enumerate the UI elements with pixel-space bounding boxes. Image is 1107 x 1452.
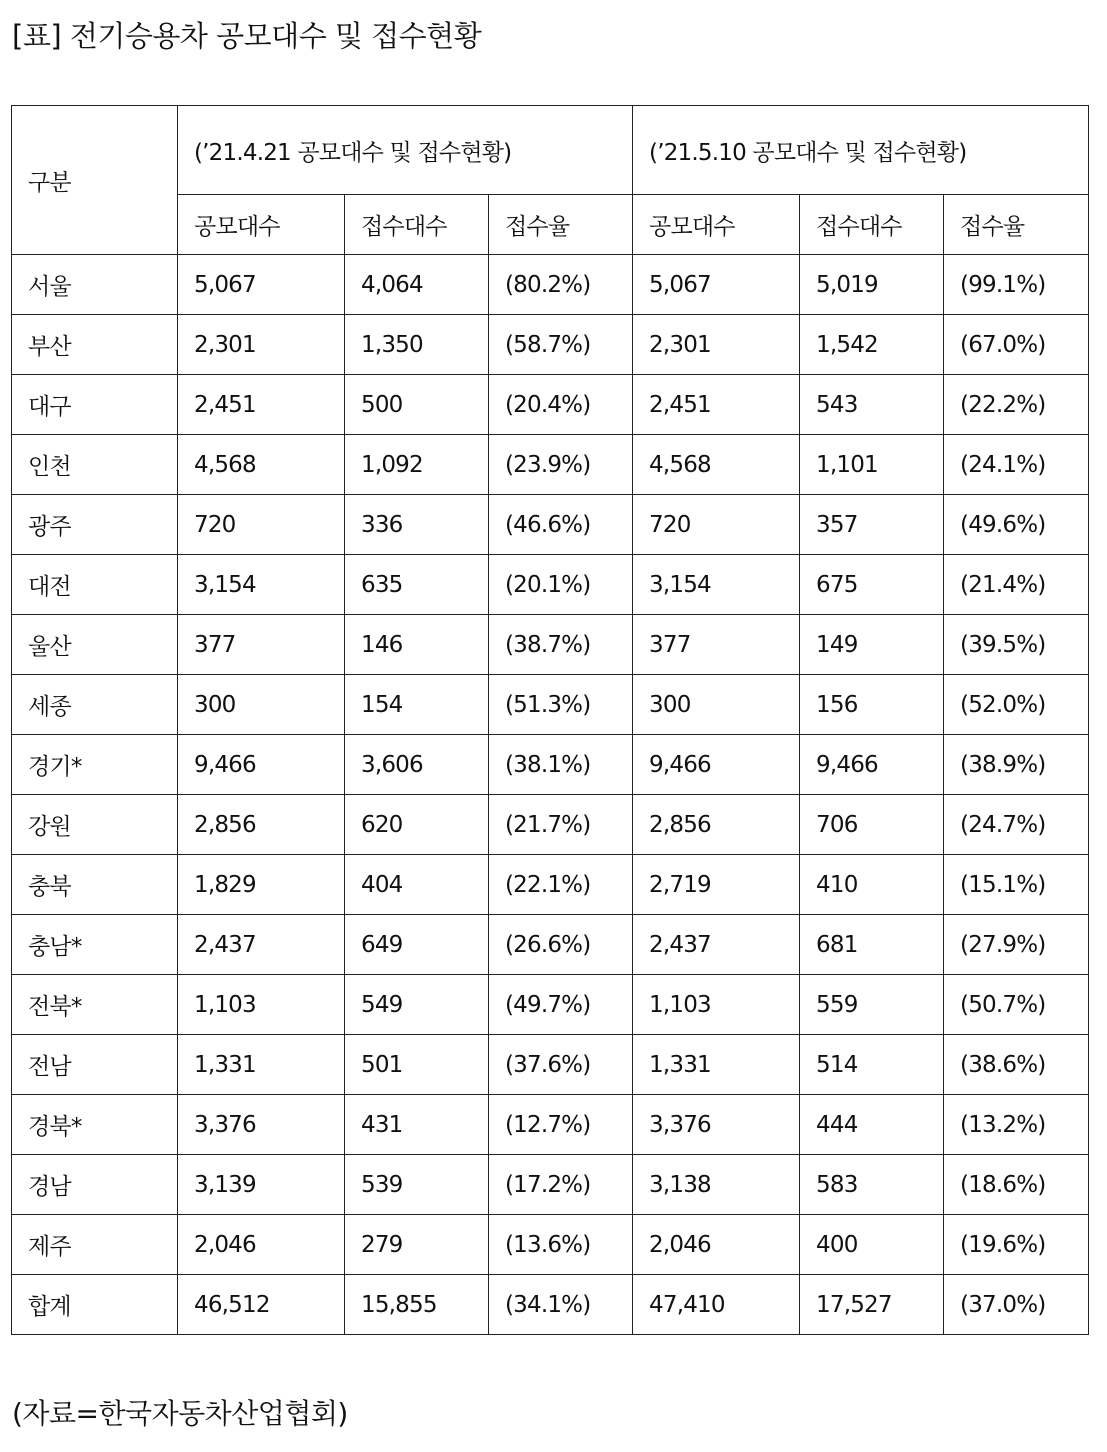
cell-rate-1: (58.7%) [489,315,633,375]
cell-rate-1: (38.7%) [489,615,633,675]
cell-announced-1: 720 [178,495,345,555]
table-title: [표] 전기승용차 공모대수 및 접수현황 [12,19,482,53]
cell-announced-2: 5,067 [633,255,800,315]
table-row [12,495,1089,555]
table-row [12,975,1089,1035]
cell-announced-1: 2,437 [178,915,345,975]
cell-received-1: 1,350 [345,315,489,375]
table-row [12,1095,1089,1155]
cell-rate-1: (46.6%) [489,495,633,555]
cell-announced-2: 2,437 [633,915,800,975]
cell-rate-1: (23.9%) [489,435,633,495]
cell-rate-2: (13.2%) [944,1095,1089,1155]
cell-rate-2: (37.0%) [944,1275,1089,1335]
cell-received-1: 635 [345,555,489,615]
cell-received-2: 675 [800,555,944,615]
cell-received-2: 9,466 [800,735,944,795]
cell-received-1: 154 [345,675,489,735]
source-note: (자료=한국자동차산업협회) [12,1397,348,1430]
cell-region: 전남 [12,1035,178,1095]
cell-region: 합계 [12,1275,178,1335]
cell-region: 경기* [12,735,178,795]
cell-announced-2: 9,466 [633,735,800,795]
cell-received-2: 410 [800,855,944,915]
header-rate-2: 접수율 [944,195,1089,255]
cell-announced-1: 2,451 [178,375,345,435]
cell-announced-1: 5,067 [178,255,345,315]
cell-received-1: 279 [345,1215,489,1275]
cell-rate-1: (34.1%) [489,1275,633,1335]
cell-announced-2: 2,451 [633,375,800,435]
cell-received-2: 149 [800,615,944,675]
cell-announced-1: 377 [178,615,345,675]
cell-rate-1: (80.2%) [489,255,633,315]
cell-region: 인천 [12,435,178,495]
cell-received-2: 444 [800,1095,944,1155]
cell-received-1: 620 [345,795,489,855]
cell-announced-1: 4,568 [178,435,345,495]
cell-announced-2: 1,103 [633,975,800,1035]
cell-rate-2: (38.6%) [944,1035,1089,1095]
cell-announced-1: 2,301 [178,315,345,375]
cell-announced-2: 3,376 [633,1095,800,1155]
cell-rate-2: (67.0%) [944,315,1089,375]
cell-rate-1: (20.4%) [489,375,633,435]
ev-subsidy-table [11,105,1089,1335]
cell-region: 서울 [12,255,178,315]
cell-announced-1: 3,139 [178,1155,345,1215]
cell-region: 부산 [12,315,178,375]
cell-announced-2: 47,410 [633,1275,800,1335]
cell-rate-1: (21.7%) [489,795,633,855]
table-row [12,1035,1089,1095]
cell-announced-2: 1,331 [633,1035,800,1095]
cell-rate-2: (39.5%) [944,615,1089,675]
cell-rate-1: (13.6%) [489,1215,633,1275]
header-announced-2: 공모대수 [633,195,800,255]
cell-rate-2: (18.6%) [944,1155,1089,1215]
cell-received-1: 146 [345,615,489,675]
cell-received-2: 17,527 [800,1275,944,1335]
header-period-1: (’21.4.21 공모대수 및 접수현황) [178,106,633,195]
table-row [12,855,1089,915]
cell-received-2: 583 [800,1155,944,1215]
cell-announced-2: 4,568 [633,435,800,495]
cell-rate-1: (22.1%) [489,855,633,915]
header-received-1: 접수대수 [345,195,489,255]
cell-announced-2: 3,138 [633,1155,800,1215]
cell-received-1: 1,092 [345,435,489,495]
cell-received-2: 1,542 [800,315,944,375]
header-row-periods [12,106,1089,195]
cell-received-1: 3,606 [345,735,489,795]
cell-received-2: 543 [800,375,944,435]
cell-rate-2: (15.1%) [944,855,1089,915]
cell-received-2: 681 [800,915,944,975]
cell-received-2: 1,101 [800,435,944,495]
cell-received-2: 706 [800,795,944,855]
cell-received-1: 15,855 [345,1275,489,1335]
cell-announced-1: 46,512 [178,1275,345,1335]
cell-region: 세종 [12,675,178,735]
cell-received-1: 501 [345,1035,489,1095]
cell-region: 경북* [12,1095,178,1155]
header-received-2: 접수대수 [800,195,944,255]
cell-rate-1: (26.6%) [489,915,633,975]
table-body [12,255,1089,1335]
cell-received-2: 514 [800,1035,944,1095]
cell-rate-1: (49.7%) [489,975,633,1035]
table-row [12,255,1089,315]
cell-rate-1: (17.2%) [489,1155,633,1215]
cell-announced-2: 2,719 [633,855,800,915]
cell-rate-1: (51.3%) [489,675,633,735]
table-row [12,375,1089,435]
cell-received-1: 404 [345,855,489,915]
cell-rate-2: (38.9%) [944,735,1089,795]
table-row [12,1275,1089,1335]
table-row [12,915,1089,975]
cell-rate-2: (19.6%) [944,1215,1089,1275]
table-row [12,435,1089,495]
cell-announced-2: 2,046 [633,1215,800,1275]
cell-rate-2: (22.2%) [944,375,1089,435]
cell-announced-2: 377 [633,615,800,675]
cell-announced-1: 3,154 [178,555,345,615]
cell-announced-2: 300 [633,675,800,735]
cell-announced-1: 1,829 [178,855,345,915]
cell-announced-1: 300 [178,675,345,735]
cell-rate-2: (21.4%) [944,555,1089,615]
table-row [12,1155,1089,1215]
cell-region: 강원 [12,795,178,855]
cell-region: 대구 [12,375,178,435]
cell-received-1: 500 [345,375,489,435]
cell-received-2: 400 [800,1215,944,1275]
cell-rate-1: (37.6%) [489,1035,633,1095]
cell-announced-2: 720 [633,495,800,555]
cell-announced-2: 3,154 [633,555,800,615]
cell-rate-2: (24.7%) [944,795,1089,855]
cell-announced-1: 1,103 [178,975,345,1035]
cell-region: 대전 [12,555,178,615]
cell-announced-1: 2,856 [178,795,345,855]
header-category: 구분 [12,106,178,255]
cell-received-2: 5,019 [800,255,944,315]
cell-received-1: 549 [345,975,489,1035]
cell-rate-1: (12.7%) [489,1095,633,1155]
cell-region: 전북* [12,975,178,1035]
cell-region: 충남* [12,915,178,975]
cell-announced-2: 2,856 [633,795,800,855]
cell-rate-2: (99.1%) [944,255,1089,315]
cell-received-1: 4,064 [345,255,489,315]
cell-region: 충북 [12,855,178,915]
cell-rate-2: (27.9%) [944,915,1089,975]
cell-region: 울산 [12,615,178,675]
cell-rate-2: (24.1%) [944,435,1089,495]
header-period-2: (’21.5.10 공모대수 및 접수현황) [633,106,1089,195]
table-row [12,1215,1089,1275]
table-row [12,555,1089,615]
table-row [12,735,1089,795]
cell-announced-1: 1,331 [178,1035,345,1095]
cell-announced-1: 9,466 [178,735,345,795]
header-rate-1: 접수율 [489,195,633,255]
cell-received-2: 559 [800,975,944,1035]
cell-received-2: 357 [800,495,944,555]
cell-announced-1: 2,046 [178,1215,345,1275]
cell-received-2: 156 [800,675,944,735]
table-row [12,675,1089,735]
table-row [12,795,1089,855]
cell-rate-1: (38.1%) [489,735,633,795]
cell-received-1: 431 [345,1095,489,1155]
cell-region: 제주 [12,1215,178,1275]
cell-announced-1: 3,376 [178,1095,345,1155]
cell-region: 경남 [12,1155,178,1215]
table-row [12,315,1089,375]
cell-received-1: 336 [345,495,489,555]
cell-rate-2: (50.7%) [944,975,1089,1035]
header-announced-1: 공모대수 [178,195,345,255]
cell-rate-2: (49.6%) [944,495,1089,555]
cell-region: 광주 [12,495,178,555]
cell-rate-2: (52.0%) [944,675,1089,735]
cell-announced-2: 2,301 [633,315,800,375]
cell-rate-1: (20.1%) [489,555,633,615]
table-row [12,615,1089,675]
cell-received-1: 539 [345,1155,489,1215]
cell-received-1: 649 [345,915,489,975]
